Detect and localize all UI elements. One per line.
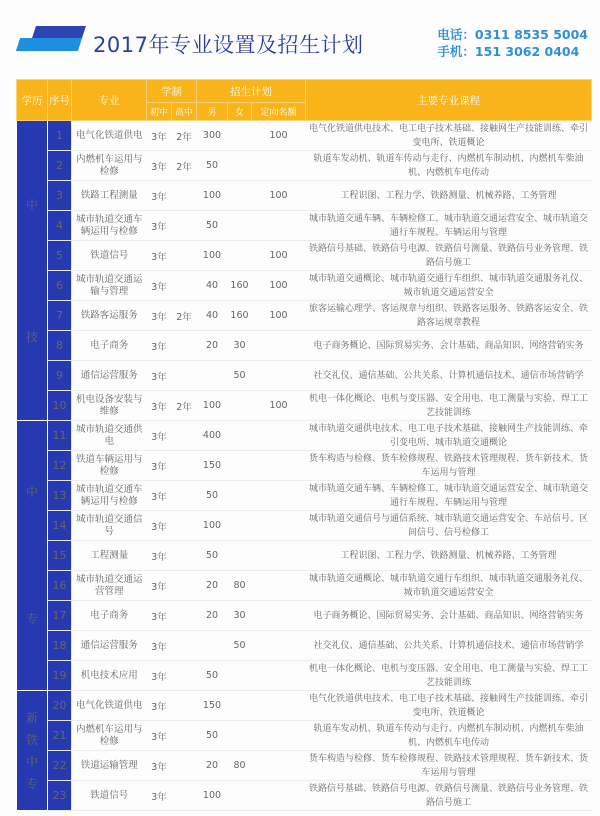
cell-female: 160: [228, 271, 252, 301]
table-row: [17, 781, 592, 811]
header-senior: 高中: [172, 103, 197, 121]
header-index: 序号: [48, 80, 72, 121]
cell-junior: 3年: [147, 211, 172, 241]
cell-major: 铁道信号: [72, 241, 147, 271]
table-row: [17, 451, 592, 481]
cell-courses: 铁路信号基础、铁路信号电源、铁路信号测量、铁路信号业务管理、铁路信号施工: [306, 781, 592, 811]
table-row: [17, 181, 592, 211]
cell-female: [228, 781, 252, 811]
cell-major: 电气化铁道供电: [72, 121, 147, 151]
cell-female: [228, 481, 252, 511]
cell-male: 50: [197, 661, 228, 691]
table-row: [17, 601, 592, 631]
cell-directed: [252, 541, 306, 571]
cell-major: 铁道运输管理: [72, 751, 147, 781]
cell-directed: 100: [252, 391, 306, 421]
cell-directed: [252, 631, 306, 661]
cell-male: 20: [197, 601, 228, 631]
cell-courses: 城市轨道交通信号与通信系统、城市轨道交通运营安全、车站信号、区间信号、信号检修工: [306, 511, 592, 541]
table-row: [17, 661, 592, 691]
cell-directed: [252, 421, 306, 451]
cell-female: 80: [228, 571, 252, 601]
cell-directed: [252, 751, 306, 781]
cell-courses: 旅客运输心理学、客运规章与组织、铁路客运服务、铁路客运安全、铁路客运规章教程: [306, 301, 592, 331]
cell-courses: 社交礼仪、通信基础、公共关系、计算机通信技术、通信市场营销学: [306, 631, 592, 661]
cell-directed: 100: [252, 301, 306, 331]
cell-major: 电气化铁道供电: [72, 691, 147, 721]
cell-major: 城市轨道交通车辆运用与检修: [72, 211, 147, 241]
header-major: 专业: [72, 80, 147, 121]
cell-courses: 社交礼仪、通信基础、公共关系、计算机通信技术、通信市场营销学: [306, 361, 592, 391]
cell-major: 铁路客运服务: [72, 301, 147, 331]
cell-male: 20: [197, 751, 228, 781]
table-row: [17, 631, 592, 661]
cell-directed: 100: [252, 181, 306, 211]
cell-senior: [172, 691, 197, 721]
cell-female: [228, 421, 252, 451]
cell-directed: [252, 721, 306, 751]
cell-courses: 轨道车发动机、轨道车传动与走行、内燃机车制动机、内燃机车柴油机、内燃机车电传动: [306, 151, 592, 181]
cell-major: 铁道车辆运用与检修: [72, 451, 147, 481]
logo-bar-bottom: [16, 38, 82, 51]
cell-senior: [172, 181, 197, 211]
cell-senior: [172, 571, 197, 601]
cell-junior: 3年: [147, 151, 172, 181]
cell-male: [197, 631, 228, 661]
cell-male: 100: [197, 781, 228, 811]
cell-courses: 机电一体化概论、电机与变压器、安全用电、电工测量与实验、焊工工艺技能训练: [306, 661, 592, 691]
cell-junior: 3年: [147, 661, 172, 691]
cell-directed: [252, 151, 306, 181]
table-row: [17, 301, 592, 331]
cell-senior: [172, 781, 197, 811]
cell-major: 城市轨道交通运输与管理: [72, 271, 147, 301]
table-row: [17, 121, 592, 151]
cell-male: 50: [197, 541, 228, 571]
cell-senior: [172, 361, 197, 391]
cell-major: 电子商务: [72, 601, 147, 631]
level-xintie: 新 铁 中 专: [17, 691, 48, 811]
cell-courses: 电气化铁道供电技术、电工电子技术基础、接触网生产技能训练、牵引变电所、铁道概论: [306, 691, 592, 721]
cell-male: 40: [197, 271, 228, 301]
header-level: 学历: [17, 80, 48, 121]
cell-male: 400: [197, 421, 228, 451]
cell-directed: [252, 781, 306, 811]
cell-courses: 城市轨道交通车辆、车辆检修工、城市轨道交通运营安全、城市轨道交通行车规程、车辆运用与管理: [306, 211, 592, 241]
cell-female: [228, 151, 252, 181]
cell-junior: 3年: [147, 691, 172, 721]
cell-directed: [252, 331, 306, 361]
cell-courses: 电子商务概论、国际贸易实务、会计基础、商品知识、网络营销实务: [306, 331, 592, 361]
header-male: 男: [197, 103, 228, 121]
cell-directed: [252, 481, 306, 511]
table-row: [17, 241, 592, 271]
cell-major: 通信运营服务: [72, 361, 147, 391]
table-row: [17, 751, 592, 781]
enrollment-plan-table: [16, 79, 592, 811]
cell-senior: 2年: [172, 121, 197, 151]
cell-senior: [172, 511, 197, 541]
cell-junior: 3年: [147, 541, 172, 571]
table-row: [17, 691, 592, 721]
cell-male: 150: [197, 451, 228, 481]
cell-junior: 3年: [147, 781, 172, 811]
header-junior: 初中: [147, 103, 172, 121]
cell-major: 铁路工程测量: [72, 181, 147, 211]
table-row: [17, 541, 592, 571]
cell-courses: 城市轨道交通供电技术、电工电子技术基础、接触网生产技能训练、牵引变电所、城市轨道交通概论: [306, 421, 592, 451]
cell-major: 电子商务: [72, 331, 147, 361]
table-row: [17, 721, 592, 751]
cell-major: 通信运营服务: [72, 631, 147, 661]
cell-junior: 3年: [147, 481, 172, 511]
cell-junior: 3年: [147, 721, 172, 751]
cell-male: 50: [197, 211, 228, 241]
cell-major: 机电设备安装与维修: [72, 391, 147, 421]
cell-index: 22: [48, 751, 72, 781]
cell-major: 内燃机车运用与检修: [72, 151, 147, 181]
cell-index: 8: [48, 331, 72, 361]
cell-female: 30: [228, 331, 252, 361]
cell-junior: 3年: [147, 331, 172, 361]
cell-senior: [172, 421, 197, 451]
cell-female: 80: [228, 751, 252, 781]
cell-male: 20: [197, 571, 228, 601]
cell-index: 16: [48, 571, 72, 601]
cell-index: 12: [48, 451, 72, 481]
cell-senior: [172, 541, 197, 571]
cell-senior: [172, 661, 197, 691]
cell-index: 5: [48, 241, 72, 271]
cell-junior: 3年: [147, 391, 172, 421]
cell-index: 21: [48, 721, 72, 751]
cell-senior: [172, 751, 197, 781]
mobile-number: 手机：151 3062 0404: [437, 44, 580, 59]
cell-index: 19: [48, 661, 72, 691]
cell-male: 100: [197, 181, 228, 211]
cell-junior: 3年: [147, 301, 172, 331]
cell-major: 城市轨道交通运营管理: [72, 571, 147, 601]
cell-directed: [252, 451, 306, 481]
cell-index: 10: [48, 391, 72, 421]
cell-senior: [172, 481, 197, 511]
cell-junior: 3年: [147, 631, 172, 661]
cell-courses: 机电一体化概论、电机与变压器、安全用电、电工测量与实验、焊工工艺技能训练: [306, 391, 592, 421]
cell-directed: [252, 661, 306, 691]
cell-female: [228, 181, 252, 211]
level-zhongji: 中 技: [17, 121, 48, 421]
cell-male: 40: [197, 301, 228, 331]
cell-courses: 铁路信号基础、铁路信号电源、铁路信号测量、铁路信号业务管理、铁路信号施工: [306, 241, 592, 271]
phone-number: 电话：0311 8535 5004: [437, 27, 588, 42]
cell-courses: 货车构造与检修、货车检修规程、铁路技术管理规程、货车新技术、货车运用与管理: [306, 451, 592, 481]
table-row: [17, 481, 592, 511]
cell-major: 城市轨道交通信号: [72, 511, 147, 541]
cell-index: 11: [48, 421, 72, 451]
cell-female: 50: [228, 631, 252, 661]
cell-male: 50: [197, 151, 228, 181]
cell-directed: [252, 211, 306, 241]
cell-courses: 货车构造与检修、货车检修规程、铁路技术管理规程、货车新技术、货车运用与管理: [306, 751, 592, 781]
cell-directed: [252, 571, 306, 601]
cell-senior: [172, 631, 197, 661]
cell-courses: 轨道车发动机、轨道车传动与走行、内燃机车制动机、内燃机车柴油机、内燃机车电传动: [306, 721, 592, 751]
cell-female: [228, 121, 252, 151]
cell-senior: [172, 601, 197, 631]
cell-index: 14: [48, 511, 72, 541]
cell-female: [228, 451, 252, 481]
cell-index: 17: [48, 601, 72, 631]
level-zhongzhuan: 中 专: [17, 421, 48, 691]
cell-index: 4: [48, 211, 72, 241]
cell-female: [228, 541, 252, 571]
table-row: [17, 511, 592, 541]
cell-index: 7: [48, 301, 72, 331]
cell-senior: [172, 211, 197, 241]
cell-courses: 城市轨道交通车辆、车辆检修工、城市轨道交通运营安全、城市轨道交通行车规程、车辆运用与管理: [306, 481, 592, 511]
cell-major: 内燃机车运用与检修: [72, 721, 147, 751]
cell-female: [228, 721, 252, 751]
table-row: [17, 361, 592, 391]
cell-major: 城市轨道交通车辆运用与检修: [72, 481, 147, 511]
cell-index: 2: [48, 151, 72, 181]
cell-major: 铁道信号: [72, 781, 147, 811]
cell-female: 160: [228, 301, 252, 331]
cell-courses: 电气化铁道供电技术、电工电子技术基础、接触网生产技能训练、牵引变电所、铁道概论: [306, 121, 592, 151]
cell-major: 工程测量: [72, 541, 147, 571]
table-row: [17, 331, 592, 361]
cell-male: 20: [197, 331, 228, 361]
cell-major: 城市轨道交通供电: [72, 421, 147, 451]
cell-courses: 电子商务概论、国际贸易实务、会计基础、商品知识、网络营销实务: [306, 601, 592, 631]
cell-male: 150: [197, 691, 228, 721]
contact-info: [437, 26, 588, 60]
cell-index: 18: [48, 631, 72, 661]
cell-female: 50: [228, 361, 252, 391]
cell-major: 机电技术应用: [72, 661, 147, 691]
cell-directed: [252, 601, 306, 631]
brand-logo: [16, 26, 86, 54]
cell-female: [228, 691, 252, 721]
header-duration: 学制: [147, 80, 197, 103]
cell-index: 13: [48, 481, 72, 511]
cell-senior: 2年: [172, 301, 197, 331]
table-row: [17, 571, 592, 601]
cell-courses: 工程识图、工程力学、铁路测量、机械养路、工务管理: [306, 541, 592, 571]
cell-directed: [252, 691, 306, 721]
header-female: 女: [228, 103, 252, 121]
cell-junior: 3年: [147, 601, 172, 631]
table-row: [17, 421, 592, 451]
cell-directed: [252, 511, 306, 541]
cell-courses: 城市轨道交通概论、城市轨道交通行车组织、城市轨道交通服务礼仪、城市轨道交通运营安全: [306, 271, 592, 301]
logo-bar-top: [32, 26, 86, 38]
cell-junior: 3年: [147, 241, 172, 271]
cell-index: 1: [48, 121, 72, 151]
cell-male: 50: [197, 481, 228, 511]
cell-junior: 3年: [147, 271, 172, 301]
table-row: [17, 391, 592, 421]
cell-courses: 城市轨道交通概论、城市轨道交通行车组织、城市轨道交通服务礼仪、城市轨道交通运营安全: [306, 571, 592, 601]
cell-male: 50: [197, 721, 228, 751]
cell-index: 15: [48, 541, 72, 571]
cell-index: 9: [48, 361, 72, 391]
cell-male: 300: [197, 121, 228, 151]
cell-junior: 3年: [147, 511, 172, 541]
cell-index: 6: [48, 271, 72, 301]
header-courses: 主要专业课程: [306, 80, 592, 121]
cell-senior: [172, 241, 197, 271]
cell-junior: 3年: [147, 421, 172, 451]
cell-female: [228, 661, 252, 691]
cell-junior: 3年: [147, 571, 172, 601]
cell-junior: 3年: [147, 451, 172, 481]
cell-junior: 3年: [147, 361, 172, 391]
cell-female: [228, 391, 252, 421]
cell-male: 100: [197, 391, 228, 421]
cell-female: [228, 241, 252, 271]
header-enrollment: 招生计划: [197, 80, 306, 103]
cell-junior: 3年: [147, 121, 172, 151]
page-title: 2017年专业设置及招生计划: [93, 33, 364, 57]
cell-senior: 2年: [172, 151, 197, 181]
cell-directed: [252, 361, 306, 391]
table-row: [17, 151, 592, 181]
cell-directed: 100: [252, 271, 306, 301]
cell-senior: [172, 721, 197, 751]
cell-index: 23: [48, 781, 72, 811]
cell-junior: 3年: [147, 751, 172, 781]
cell-female: 30: [228, 601, 252, 631]
cell-index: 3: [48, 181, 72, 211]
cell-female: [228, 211, 252, 241]
cell-male: 100: [197, 241, 228, 271]
header-directed: 定向名额: [252, 103, 306, 121]
cell-male: [197, 361, 228, 391]
cell-directed: 100: [252, 121, 306, 151]
cell-junior: 3年: [147, 181, 172, 211]
cell-senior: 2年: [172, 391, 197, 421]
cell-index: 20: [48, 691, 72, 721]
table-row: [17, 271, 592, 301]
cell-male: 100: [197, 511, 228, 541]
cell-senior: [172, 271, 197, 301]
table-row: [17, 211, 592, 241]
cell-senior: [172, 331, 197, 361]
cell-directed: 100: [252, 241, 306, 271]
cell-courses: 工程识图、工程力学、铁路测量、机械养路、工务管理: [306, 181, 592, 211]
cell-female: [228, 511, 252, 541]
cell-senior: [172, 451, 197, 481]
